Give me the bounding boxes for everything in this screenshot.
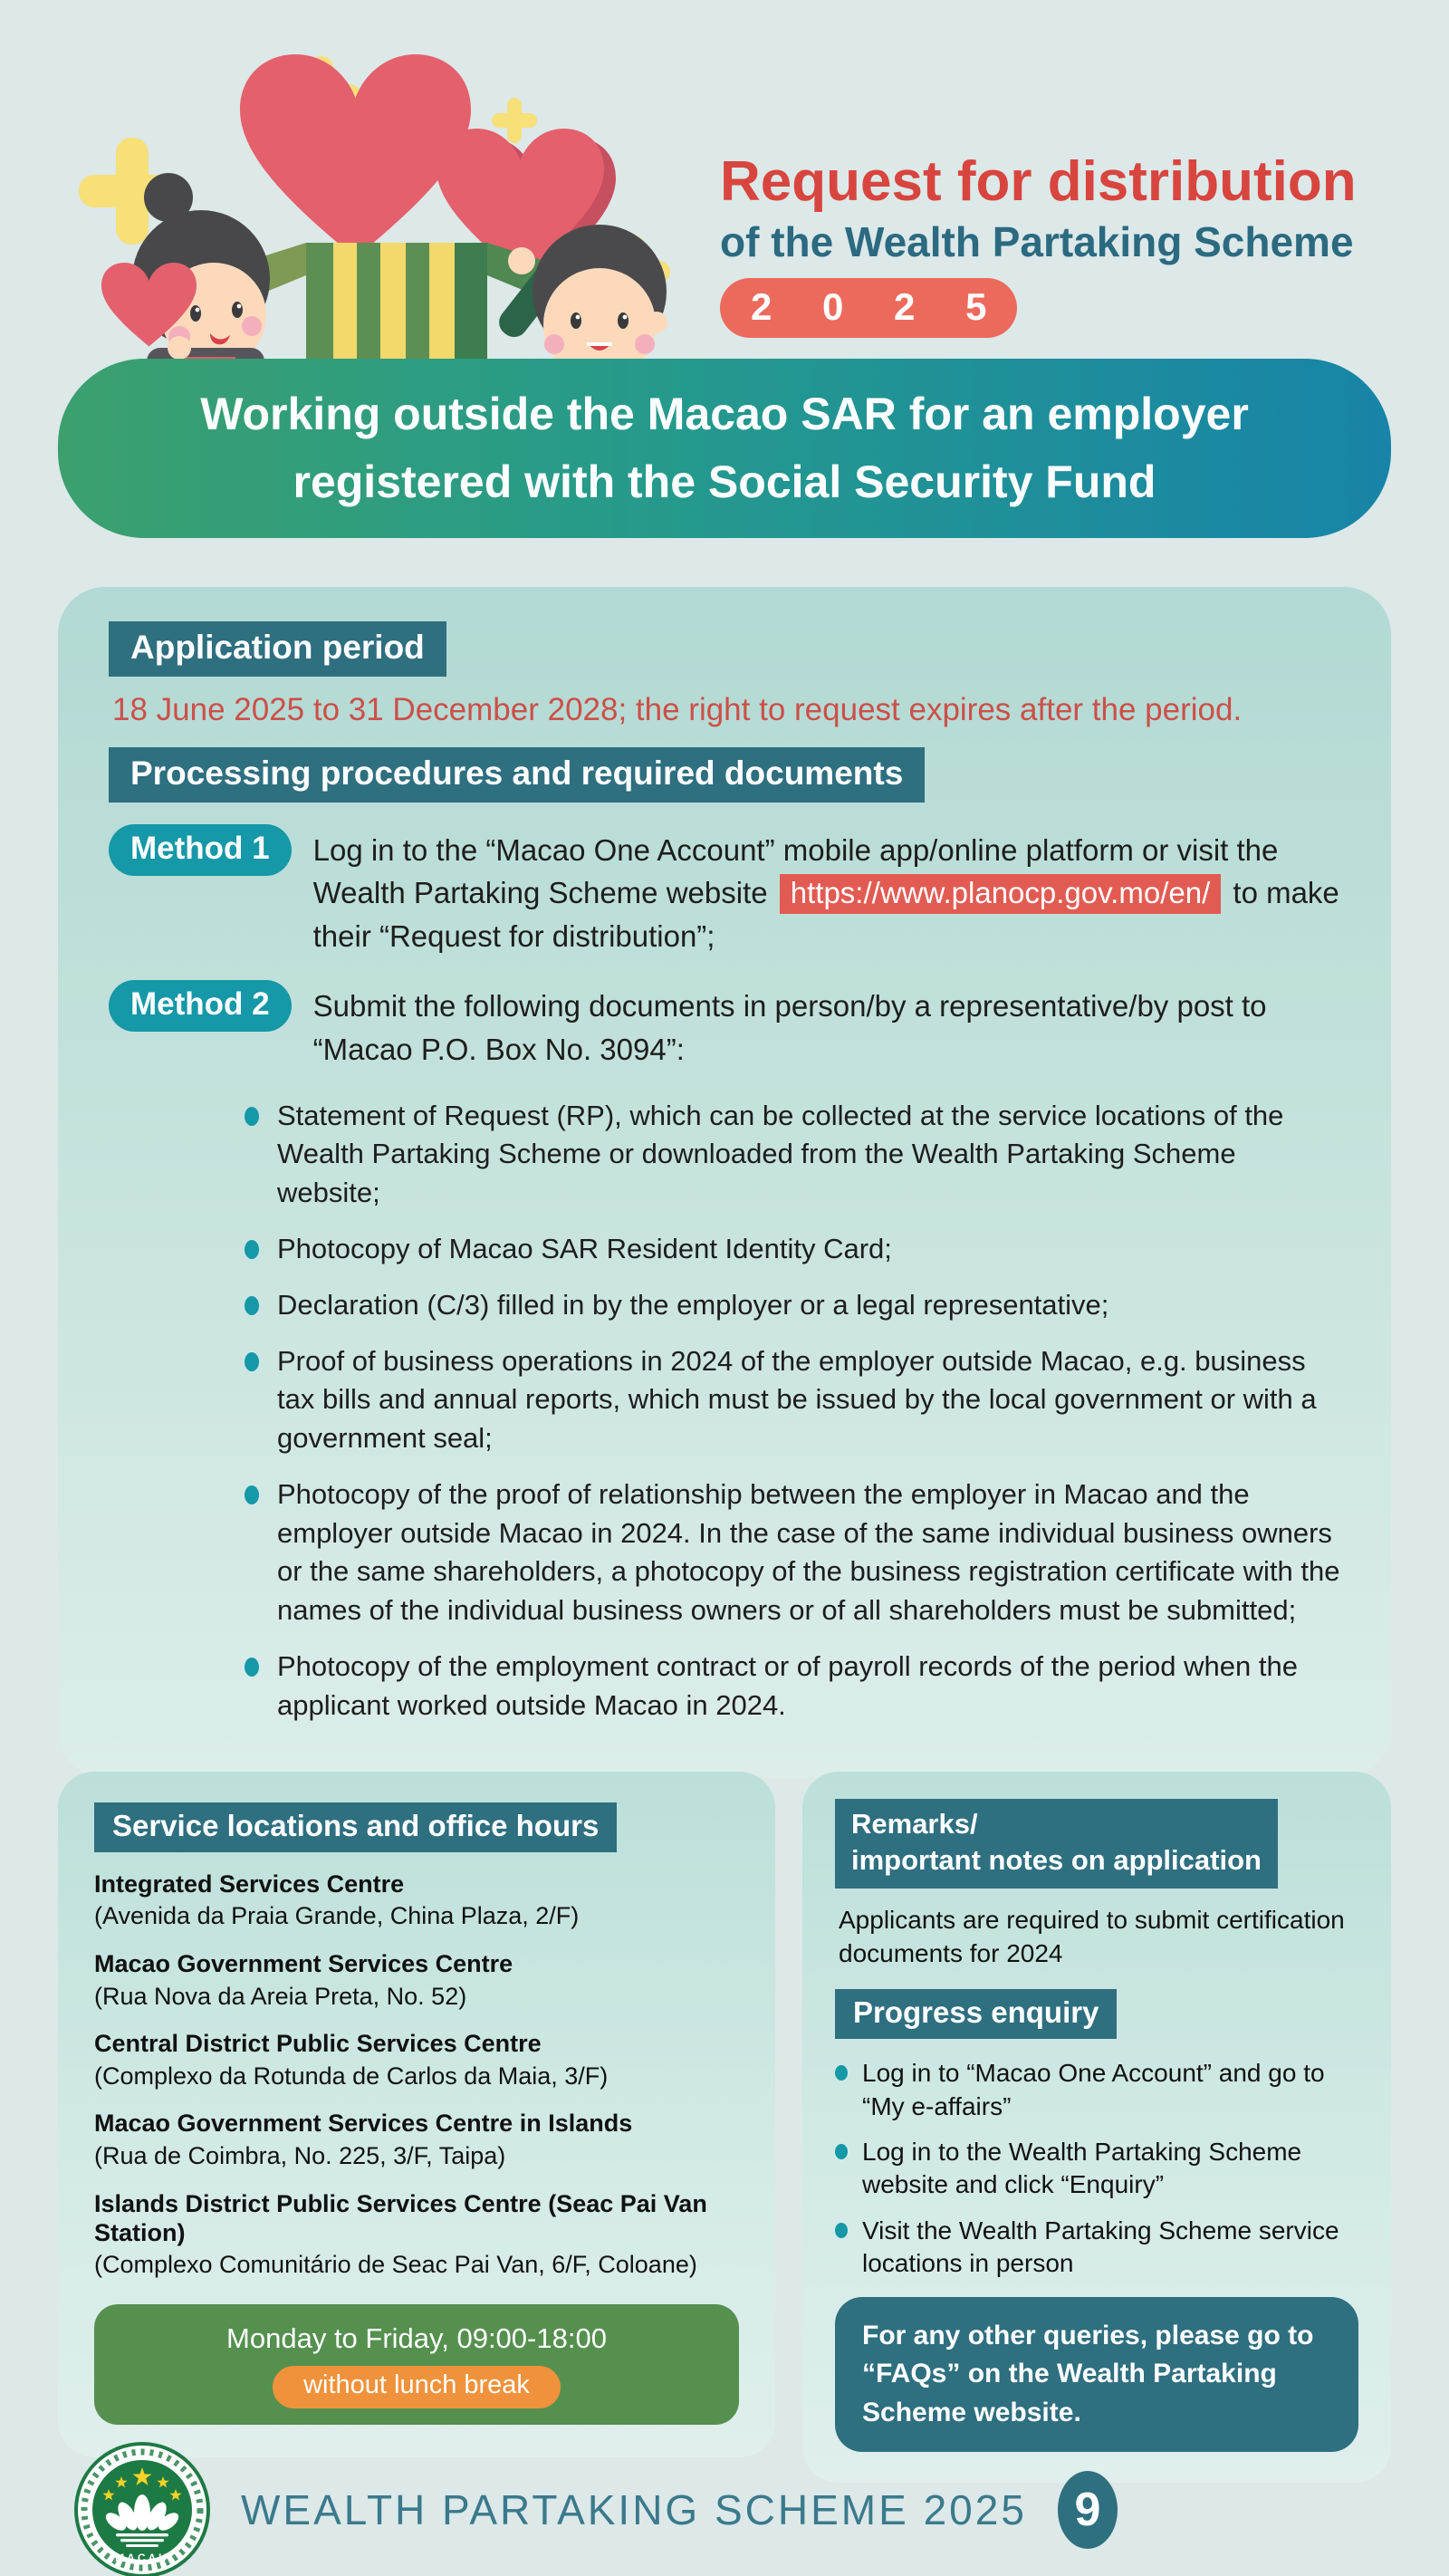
scheme-website-link[interactable]: https://www.planocp.gov.mo/en/ (780, 874, 1221, 914)
page-number-badge: 9 (1058, 2471, 1118, 2549)
bullet-icon (245, 1107, 259, 1126)
bullet-icon (835, 2144, 848, 2159)
remarks-header (835, 1799, 1278, 1889)
list-item (94, 2189, 739, 2282)
method-2-row (109, 980, 1340, 1072)
list-item (245, 1097, 1340, 1213)
list-item (835, 2136, 1358, 2202)
bullet-icon (835, 2065, 848, 2081)
progress-item-text: Log in to “Macao One Account” and go to “My e-affairs” (862, 2059, 1325, 2120)
required-documents-list (245, 1097, 1340, 1725)
location-address: (Rua de Coimbra, No. 225, 3/F, Taipa) (94, 2141, 506, 2169)
remarks-card (802, 1772, 1391, 2483)
method-1-text-after: to make their “Request for distribution”; (312, 876, 1339, 954)
bullet-icon (245, 1352, 259, 1371)
method-2-badge: Method 2 (109, 980, 292, 1032)
service-locations-card (58, 1772, 775, 2457)
poster-title-line1: Request for distribution (720, 150, 1357, 213)
location-name: Macao Government Services Centre (94, 1950, 513, 1978)
list-item (245, 1286, 1340, 1325)
office-hours-text: Monday to Friday, 09:00-18:00 (226, 2322, 607, 2355)
list-item (245, 1648, 1340, 1725)
bullet-icon (835, 2223, 848, 2238)
method-1-text (313, 824, 1340, 959)
document-item-text: Photocopy of the proof of relationship between the employer in Macao and the employer outside Macao in 2024. In the case of the same individual business owners or the same shareholders, a photocopy of the business registration certificate with the names of the individual business owners or of all shareholders must be submitted; (277, 1477, 1340, 1627)
faq-note-box: For any other queries, please go to “FAQs” on the Wealth Partaking Scheme website. (835, 2297, 1358, 2453)
bullet-icon (245, 1658, 259, 1677)
hero-illustration (63, 45, 697, 371)
bullet-icon (245, 1296, 259, 1315)
service-locations-header: Service locations and office hours (94, 1802, 617, 1852)
progress-item-text: Visit the Wealth Partaking Scheme service locations in person (862, 2216, 1339, 2278)
bullet-icon (245, 1240, 259, 1259)
main-info-card (58, 587, 1391, 1778)
list-item (245, 1475, 1340, 1630)
office-hours-box (94, 2304, 739, 2425)
method-1-text-before: Log in to the “Macao One Account” mobile app/online platform or visit the Wealth Partaking Scheme website (312, 832, 1279, 910)
location-name: Central District Public Services Centre (94, 2030, 542, 2058)
remarks-header-line2: important notes on application (851, 1844, 1262, 1877)
poster-title-line2: of the Wealth Partaking Scheme (720, 218, 1354, 266)
procedures-header: Processing procedures and required documents (109, 747, 925, 803)
lunch-break-badge: without lunch break (273, 2366, 561, 2408)
scheme-banner (58, 359, 1391, 538)
application-period-text: 18 June 2025 to 31 December 2028; the right to request expires after the period. (112, 692, 1243, 727)
macau-government-logo (74, 2442, 210, 2576)
list-item (245, 1342, 1340, 1458)
location-address: (Rua Nova da Areia Preta, No. 52) (94, 1982, 467, 2010)
bullet-icon (245, 1485, 259, 1504)
list-item (94, 1870, 739, 1932)
method-2-text: Submit the following documents in person/by a representative/by post to “Macao P.O. Box No. 3094”: (312, 989, 1267, 1066)
remarks-header-line1: Remarks/ (851, 1808, 978, 1840)
remarks-note: Applicants are required to submit certification documents for 2024 (839, 1905, 1345, 1968)
list-item (835, 2057, 1358, 2123)
location-address: (Avenida da Praia Grande, China Plaza, 2/F) (94, 1902, 580, 1930)
method-1-badge: Method 1 (109, 824, 292, 876)
document-item-text: Photocopy of Macao SAR Resident Identity Card; (277, 1233, 892, 1265)
scheme-banner-text: Working outside the Macao SAR for an employer registered with the Social Security Fund (200, 389, 1249, 507)
list-item (835, 2215, 1358, 2281)
footer (74, 2442, 1118, 2576)
list-item (94, 2029, 739, 2091)
document-item-text: Photocopy of the employment contract or of payroll records of the period when the applicant worked outside Macao in 2024. (277, 1649, 1298, 1721)
footer-scheme-title: WEALTH PARTAKING SCHEME 2025 (241, 2486, 1027, 2533)
location-address: (Complexo Comunitário de Seac Pai Van, 6/F, Coloane) (94, 2251, 697, 2279)
progress-enquiry-list (835, 2057, 1358, 2280)
poster-title-block (720, 152, 1367, 338)
document-item-text: Proof of business operations in 2024 of the employer outside Macao, e.g. business tax bills and annual reports, which must be issued by the local government or with a government seal; (277, 1344, 1317, 1455)
location-address: (Complexo da Rotunda de Carlos da Maia, 3/F) (94, 2062, 609, 2090)
method-1-row (109, 824, 1340, 959)
progress-item-text: Log in to the Wealth Partaking Scheme website and click “Enquiry” (862, 2137, 1302, 2199)
hero-art (63, 45, 697, 371)
list-item (245, 1230, 1340, 1269)
year-badge: 2 0 2 5 (720, 278, 1017, 338)
list-item (94, 2109, 739, 2171)
location-name: Macao Government Services Centre in Islands (94, 2110, 633, 2138)
progress-enquiry-header: Progress enquiry (835, 1989, 1117, 2039)
document-item-text: Statement of Request (RP), which can be collected at the service locations of the Wealth Partaking Scheme or downloaded from the Wealth Partaking Scheme website; (277, 1099, 1284, 1209)
location-name: Islands District Public Services Centre (Seac Pai Van Station) (94, 2189, 707, 2246)
document-item-text: Declaration (C/3) filled in by the employer or a legal representative; (277, 1288, 1109, 1321)
application-period-header: Application period (109, 621, 446, 677)
location-name: Integrated Services Centre (94, 1870, 405, 1898)
logo-macau-label: MACAU (115, 2552, 169, 2564)
list-item (94, 1949, 739, 2012)
